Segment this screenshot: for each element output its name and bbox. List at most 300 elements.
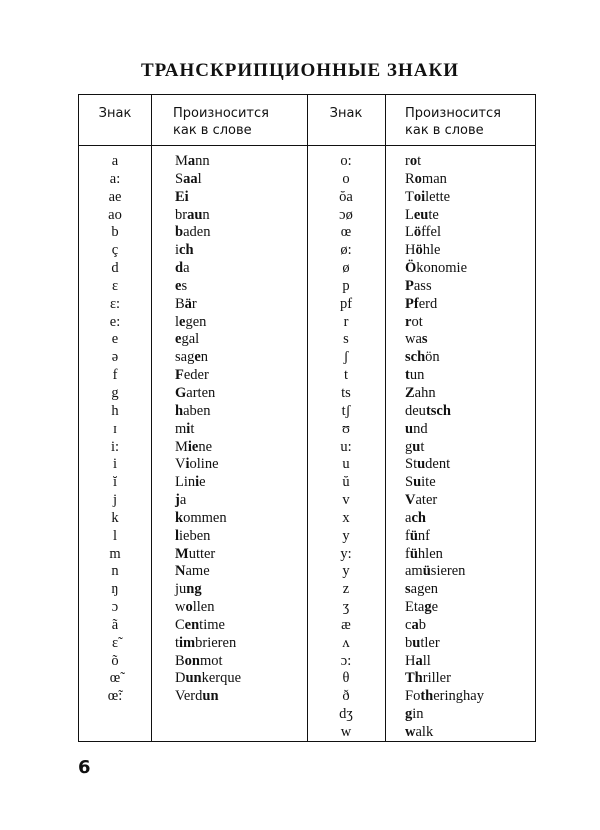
sign-cell: ε [111,277,119,294]
highlighted-letters: ch [411,509,426,526]
sign-cell: s [343,331,349,348]
example-word-cell [175,456,241,474]
word-fragment: l [197,170,202,187]
word-fragment: V [175,456,186,473]
sign-cell: ð [342,688,350,705]
highlighted-letters: u [417,456,426,473]
example-word-cell [175,439,241,457]
page-title: ТРАНСКРИПЦИОННЫЕ ЗНАКИ [140,60,460,81]
sign-cell: ts [341,384,351,401]
highlighted-letters: u [412,438,421,455]
example-word-cell [175,528,241,546]
example-word-cell [405,456,484,474]
highlighted-letters: b [175,224,184,241]
sign-cell: d [111,260,119,277]
word-fragment: ne [198,438,213,455]
word-fragment: r [405,153,410,169]
word-fragment: M [175,438,188,455]
sign-cell: ɔ: [340,652,352,669]
word-fragment: s [181,277,188,294]
example-word-cell [405,349,484,367]
word-fragment: f [405,527,410,544]
word-fragment: sieren [430,563,466,580]
word-fragment: B [175,295,185,312]
sign-cell: ŭ [342,474,350,491]
highlighted-letters: u [405,420,414,437]
highlighted-letters: F [175,367,184,384]
sign-cell: e [111,331,119,348]
sign-cell: w [340,724,352,740]
sign-cell: x [342,509,350,526]
highlighted-letters: e [175,331,182,348]
sign-cell: n [111,563,119,580]
example-word-cell [405,207,484,225]
sign-cell: ɪ [112,420,118,437]
example-word-cell [405,546,484,564]
example-word-cell [405,724,484,742]
highlighted-letters: e [179,313,186,330]
highlighted-letters: i [185,456,190,473]
sign-cell: θ [342,670,350,687]
example-word-cell [405,189,484,207]
word-fragment: a [405,509,412,526]
example-word-cell [175,492,241,510]
example-word-cell [405,403,484,421]
example-word-cell [405,599,484,617]
highlighted-letters: k [175,509,184,526]
word-fragment: hlen [417,545,443,562]
highlighted-letters: Ei [175,188,189,205]
example-word-cell [405,385,484,403]
word-fragment: ite [421,474,436,491]
sign-cell: e: [109,313,121,330]
highlighted-letters: r [405,313,412,330]
highlighted-letters: en [184,616,200,633]
sign-cell: ŏa [339,188,353,205]
highlighted-letters: ü [422,563,431,580]
sign-cell: ao [108,206,122,223]
word-fragment: am [405,563,423,580]
highlighted-letters: o [414,170,422,187]
highlighted-letters: Z [405,384,415,401]
highlighted-letters: ö [415,242,423,259]
word-fragment: sag [175,349,195,366]
word-fragment: C [175,616,185,633]
example-word-cell [405,670,484,688]
example-word-cell [175,653,241,671]
sign-cell: œ̃: [107,688,123,705]
word-fragment: b [418,616,426,633]
example-word-cell [405,296,484,314]
word-fragment: deu [405,402,426,419]
example-word-cell [405,171,484,189]
example-word-cell [405,367,484,385]
highlighted-letters: u [412,634,421,651]
highlighted-letters: ie [187,438,199,455]
sign-cell: ʒ [342,599,350,616]
example-word-cell [175,474,241,492]
highlighted-letters: oi [413,188,426,205]
sign-cell: u: [340,438,352,455]
sign-cell: œ̃ [109,670,121,687]
example-word-cell [405,331,484,349]
header-line: Произносится [405,106,501,121]
word-fragment: t [175,634,180,651]
example-word-cell [175,688,241,706]
word-fragment: ll [422,652,431,669]
word-fragment: ame [185,563,210,580]
highlighted-letters: s [421,331,428,348]
transcription-table [78,94,536,742]
highlighted-letters: Pf [405,295,419,312]
example-word-cell [175,563,241,581]
sign-cell: b [111,224,119,241]
sign-cell: g [111,384,119,401]
sign-cell: z [342,581,350,598]
example-word-cell [405,510,484,528]
highlighted-letters: V [405,492,416,509]
highlighted-letters: o [185,599,193,616]
sign-cell: ə [111,349,119,366]
highlighted-letters: e [194,349,201,366]
sign-cell: ɛ̃ [111,634,119,651]
word-fragment: aden [183,224,211,241]
word-fragment: nd [413,420,428,437]
highlighted-letters: un [202,688,219,705]
highlighted-letters: j [175,492,180,509]
sign-cell: œ [340,224,352,241]
highlighted-letters: a [415,652,423,669]
word-fragment: gal [181,331,200,348]
word-fragment: a [179,492,187,509]
example-word-cell [175,314,241,332]
highlighted-letters: on [184,652,200,669]
word-fragment: arten [186,384,216,401]
word-fragment: gen [185,313,207,330]
example-word-cell [175,189,241,207]
highlighted-letters: th [420,688,434,705]
highlighted-letters: i [186,420,191,437]
highlighted-letters: ng [186,581,202,598]
word-fragment: T [405,188,414,205]
sign-cell: r [343,313,349,330]
word-fragment: S [175,170,184,187]
highlighted-letters: a [187,153,196,169]
example-word-cell [405,439,484,457]
example-word-cell [175,635,241,653]
highlighted-letters: au [187,206,203,223]
highlighted-letters: t [405,367,410,384]
example-word-cell [405,635,484,653]
word-fragment: L [405,224,414,241]
highlighted-letters: Th [405,670,423,687]
highlighted-letters: tsch [425,402,451,419]
word-fragment: b [405,634,413,651]
example-word-cell [175,599,241,617]
word-fragment: D [175,670,186,687]
example-word-cell [175,260,241,278]
highlighted-letters: s [405,581,411,598]
header-line: как в слове [405,123,484,138]
word-fragment: S [405,474,414,491]
highlighted-letters: ü [409,545,418,562]
header-sign-1: Знак [98,106,132,121]
left-word-column [175,153,241,706]
word-fragment: R [405,170,415,187]
example-word-cell [405,153,484,171]
sign-cell: ĭ [112,474,118,491]
header-pronounced-1 [173,105,269,139]
highlighted-letters: d [175,260,184,277]
word-fragment: l [175,313,180,330]
example-word-cell [405,653,484,671]
example-word-cell [175,670,241,688]
word-fragment: ater [415,492,438,509]
example-word-cell [175,224,241,242]
example-word-cell [175,296,241,314]
example-word-cell [405,314,484,332]
word-fragment: tler [420,634,440,651]
highlighted-letters: P [405,277,414,294]
highlighted-letters: h [175,402,184,419]
sign-cell: ʊ [342,420,350,437]
sign-cell: ɔ [111,599,119,616]
highlighted-letters: g [405,706,413,723]
header-line: Произносится [173,106,269,121]
sign-cell: tʃ [341,402,351,419]
word-fragment: nn [195,153,210,169]
sign-cell: l [112,527,118,544]
word-fragment: un [409,367,425,384]
word-fragment: M [175,153,188,169]
word-fragment: f [405,545,410,562]
word-fragment: Verd [175,688,203,705]
example-word-cell [175,510,241,528]
column-divider [151,95,152,741]
sign-cell: ae [108,188,122,205]
sign-cell: o [342,170,350,187]
sign-cell: i [112,456,118,473]
example-word-cell [405,492,484,510]
word-fragment: n [202,206,210,223]
word-fragment: ffel [421,224,441,241]
word-fragment: nf [417,527,431,544]
sign-cell: y [342,563,350,580]
highlighted-letters: eu [413,206,429,223]
word-fragment: utter [188,545,216,562]
word-fragment: lette [425,188,451,205]
sign-cell: ʌ [342,634,350,651]
word-fragment: c [405,616,412,633]
word-fragment: hle [422,242,441,259]
highlighted-letters: e [175,277,182,294]
word-fragment: dent [425,456,451,473]
word-fragment: ass [413,277,432,294]
word-fragment: kerque [201,670,242,687]
sign-cell: v [342,492,350,509]
highlighted-letters: ü [409,527,418,544]
right-word-column [405,153,484,742]
highlighted-letters: ä [184,295,192,312]
example-word-cell [175,153,241,171]
word-fragment: t [420,438,425,455]
word-fragment: e [431,599,439,616]
example-word-cell [175,546,241,564]
highlighted-letters: aa [183,170,198,187]
word-fragment: St [405,456,418,473]
word-fragment: mot [200,652,223,669]
word-fragment: Eta [405,599,425,616]
sign-cell: k [111,509,119,526]
word-fragment: L [405,206,414,223]
word-fragment: llen [192,599,215,616]
example-word-cell [405,242,484,260]
sign-cell: f [112,367,118,384]
word-fragment: brieren [195,634,237,651]
highlighted-letters: im [179,634,196,651]
left-sign-column [79,153,151,706]
sign-cell: a [111,153,119,169]
highlighted-letters: i [195,474,200,491]
example-word-cell [405,688,484,706]
header-line: как в слове [173,123,252,138]
word-fragment: ahn [414,384,436,401]
word-fragment: aben [183,402,211,419]
sign-cell: t [343,367,349,384]
sign-cell: o: [340,153,352,169]
page-number: 6 [78,757,91,778]
example-word-cell [175,349,241,367]
example-word-cell [405,224,484,242]
word-fragment: i [175,242,180,259]
example-word-cell [175,207,241,225]
sign-cell: ε: [109,295,121,312]
sign-cell: pf [339,295,353,312]
sign-cell: ø: [340,242,352,259]
highlighted-letters: ch [179,242,194,259]
word-fragment: ieben [179,527,211,544]
example-word-cell [405,260,484,278]
sign-cell: m [109,545,121,562]
highlighted-letters: Ö [405,260,417,277]
header-sign-2: Знак [329,106,363,121]
sign-cell: j [112,492,118,509]
word-fragment: ot [411,313,423,330]
highlighted-letters: M [175,545,189,562]
word-fragment: ommen [183,509,227,526]
example-word-cell [405,474,484,492]
word-fragment: e [199,474,206,491]
header-divider [79,145,535,146]
word-fragment: ju [175,581,187,598]
word-fragment: br [175,206,188,223]
highlighted-letters: N [175,563,186,580]
sign-cell: u [342,456,350,473]
sign-cell: ɔø [339,206,353,223]
word-fragment: t [190,420,195,437]
sign-cell: ʃ [343,349,349,366]
sign-cell: ø [342,260,350,277]
highlighted-letters: sch [405,349,426,366]
word-fragment: eder [183,367,209,384]
word-fragment: g [405,438,413,455]
sign-cell: i: [110,438,120,455]
example-word-cell [405,563,484,581]
word-fragment: n [200,349,209,366]
sign-cell: ç [111,242,119,259]
word-fragment: erd [418,295,438,312]
word-fragment: riller [422,670,451,687]
sign-cell: h [111,402,119,419]
word-fragment: a [183,260,190,277]
example-word-cell [175,403,241,421]
example-word-cell [405,528,484,546]
example-word-cell [405,706,484,724]
word-fragment: eringhay [433,688,484,705]
sign-cell: y [342,527,350,544]
example-word-cell [405,278,484,296]
highlighted-letters: l [175,527,180,544]
word-fragment: te [428,206,439,223]
sign-cell: y: [340,545,352,562]
example-word-cell [175,278,241,296]
word-fragment: alk [415,724,434,740]
sign-cell: ŋ [111,581,119,598]
example-word-cell [175,367,241,385]
word-fragment: H [405,652,416,669]
word-fragment: ön [425,349,440,366]
highlighted-letters: un [185,670,202,687]
example-word-cell [175,617,241,635]
example-word-cell [175,331,241,349]
example-word-cell [175,242,241,260]
word-fragment: in [412,706,424,723]
highlighted-letters: w [405,724,416,740]
header-pronounced-2 [405,105,501,139]
example-word-cell [405,617,484,635]
example-word-cell [175,171,241,189]
example-word-cell [175,385,241,403]
column-divider [385,95,386,741]
sign-cell: ã [111,616,119,633]
word-fragment: m [175,420,187,437]
word-fragment: r [191,295,197,312]
sign-cell: p [342,277,350,294]
word-fragment: Fo [405,688,421,705]
word-fragment: Lin [175,474,196,491]
example-word-cell [405,421,484,439]
word-fragment: konomie [416,260,468,277]
word-fragment: H [405,242,416,259]
word-fragment: w [175,599,186,616]
example-word-cell [175,421,241,439]
word-fragment: oline [189,456,219,473]
highlighted-letters: a [411,616,419,633]
sign-cell: õ [111,652,119,669]
highlighted-letters: g [424,599,432,616]
word-fragment: time [199,616,225,633]
highlighted-letters: o [409,153,418,169]
word-fragment: agen [410,581,439,598]
word-fragment: B [175,652,185,669]
highlighted-letters: ö [413,224,422,241]
word-fragment: man [421,170,447,187]
sign-cell: a: [109,170,121,187]
sign-cell: dʒ [339,706,353,723]
highlighted-letters: u [413,474,422,491]
sign-cell: æ [341,616,351,633]
example-word-cell [175,581,241,599]
